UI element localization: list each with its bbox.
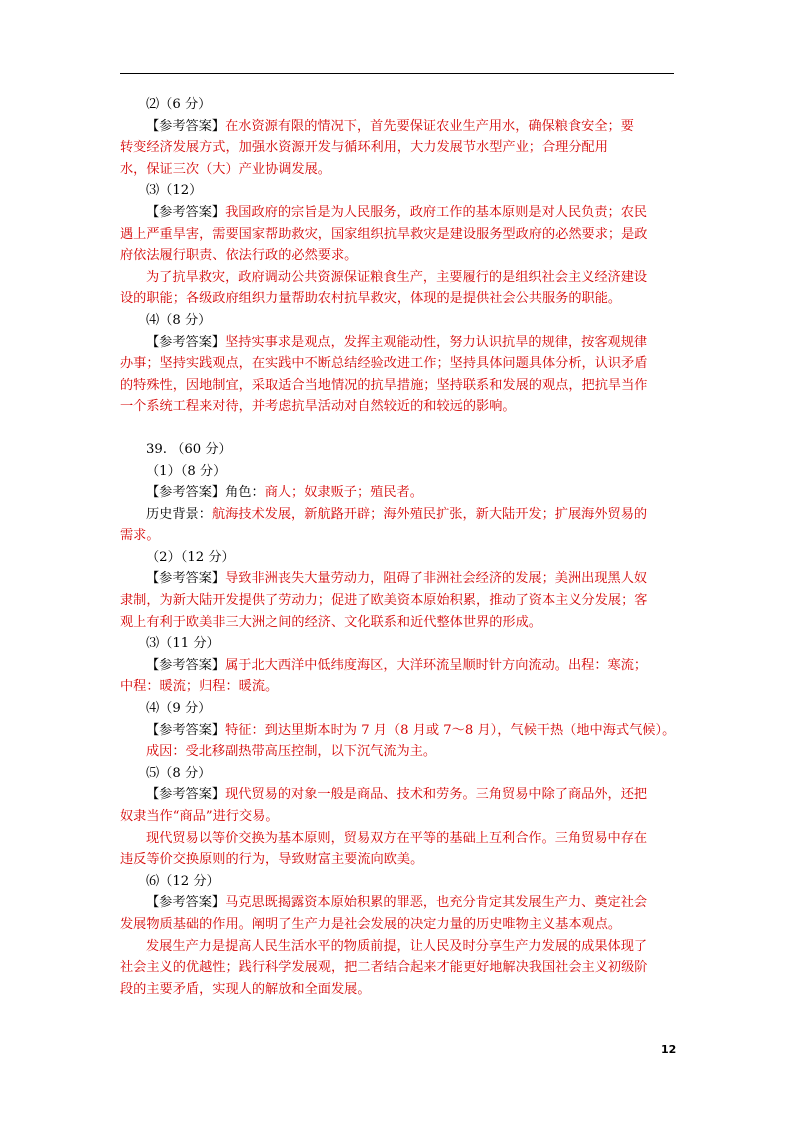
- q39-3-label: ⑶（11 分）: [146, 636, 220, 652]
- q39-2-answer-line: 观上有利于欧美非三大洲之间的经济、文化联系和近代整体世界的形成。: [120, 614, 542, 630]
- q39-4-answer-line: 【参考答案】特征：到达里斯本时为 7 月（8 月或 7～8 月），气候干热（地中海式气候）。: [146, 722, 676, 738]
- answer-tag: 【参考答案】: [146, 485, 226, 501]
- q39-5-answer-line: 奴隶当作“商品”进行交易。: [120, 809, 279, 824]
- q38-3-answer-line: 设的职能；各级政府组织力量帮助农村抗旱救灾，体现的是提供社会公共服务的职能。: [120, 291, 622, 307]
- q39-5-answer-line: 【参考答案】现代贸易的对象一般是商品、技术和劳务。三角贸易中除了商品外，还把: [146, 787, 648, 803]
- q38-2-answer-line: 【参考答案】在水资源有限的情况下，首先要保证农业生产用水，确保粮食安全；要: [146, 118, 634, 134]
- q39-1-label: （1）（8 分）: [146, 463, 227, 479]
- answer-tag: 【参考答案】: [146, 571, 226, 587]
- q39-heading: 39. （60 分）: [146, 441, 232, 457]
- header-rule: [120, 73, 674, 74]
- page-number: 12: [661, 1043, 677, 1056]
- q38-3-answer-line: 为了抗旱救灾，政府调动公共资源保证粮食生产，主要履行的是组织社会主义经济建设: [146, 269, 648, 285]
- q39-6-answer-line: 发展生产力是提高人民生活水平的物质前提，让人民及时分享生产力发展的成果体现了: [146, 938, 648, 954]
- q39-6-answer-line: 【参考答案】马克思既揭露资本原始积累的罪恶，也充分肯定其发展生产力、奠定社会: [146, 895, 648, 911]
- q39-2-label: （2）（12 分）: [146, 549, 235, 565]
- q39-6-label: ⑹（12 分）: [146, 873, 220, 889]
- answer-content: [120, 94, 674, 1000]
- q38-4-answer-line: 一个系统工程来对待，并考虑抗旱活动对自然较近的和较远的影响。: [120, 399, 516, 415]
- answer-tag: 【参考答案】: [146, 787, 226, 803]
- answer-tag: 【参考答案】: [146, 657, 226, 673]
- answer-tag: 【参考答案】: [146, 204, 226, 220]
- q39-1-answer-line: 需求。: [120, 528, 160, 544]
- q39-6-answer-line: 社会主义的优越性；践行科学发展观，把二者结合起来才能更好地解决我国社会主义初级阶: [120, 960, 648, 976]
- q38-2-answer-line: 水，保证三次（大）产业协调发展。: [120, 161, 331, 177]
- q38-3-answer-line: 【参考答案】我国政府的宗旨是为人民服务，政府工作的基本原则是对人民负责；农民: [146, 204, 648, 220]
- q38-4-label: ⑷（8 分）: [146, 312, 212, 328]
- q39-5-answer-line: 违反等价交换原则的行为，导致财富主要流向欧美。: [120, 852, 424, 868]
- q39-3-answer-line: 中程：暖流；归程：暖流。: [120, 679, 279, 695]
- answer-tag: 【参考答案】: [146, 334, 226, 350]
- q39-1-answer-line: 历史背景：航海技术发展，新航路开辟；海外殖民扩张，新大陆开发；扩展海外贸易的: [146, 506, 648, 522]
- q39-6-answer-line: 段的主要矛盾，实现人的解放和全面发展。: [120, 981, 371, 997]
- answer-tag: 【参考答案】: [146, 895, 226, 911]
- q39-4-answer-line: 成因：受北移副热带高压控制，以下沉气流为主。: [146, 744, 437, 760]
- q38-3-answer-line: 遇上严重旱害，需要国家帮助救灾，国家组织抗旱救灾是建设服务型政府的必然要求；是政: [120, 226, 648, 242]
- q39-6-answer-line: 发展物质基础的作用。阐明了生产力是社会发展的决定力量的历史唯物主义基本观点。: [120, 916, 622, 932]
- q38-4-answer-line: 的特殊性，因地制宜，采取适合当地情况的抗旱措施；坚持联系和发展的观点，把抗旱当作: [120, 377, 648, 393]
- q39-4-label: ⑷（9 分）: [146, 701, 212, 717]
- q39-5-label: ⑸（8 分）: [146, 765, 212, 781]
- q38-4-answer-line: 【参考答案】坚持实事求是观点，发挥主观能动性，努力认识抗旱的规律，按客观规律: [146, 334, 648, 350]
- q39-1-answer-line: 【参考答案】角色：商人；奴隶贩子；殖民者。: [146, 485, 423, 501]
- q38-4-answer-line: 办事；坚持实践观点，在实践中不断总结经验改进工作；坚持具体问题具体分析，认识矛盾: [120, 356, 648, 372]
- q39-2-answer-line: 【参考答案】导致非洲丧失大量劳动力，阻碍了非洲社会经济的发展；美洲出现黑人奴: [146, 571, 648, 587]
- q39-3-answer-line: 【参考答案】属于北大西洋中低纬度海区，大洋环流呈顺时针方向流动。出程：寒流；: [146, 657, 648, 673]
- q38-2-answer-line: 转变经济发展方式，加强水资源开发与循环利用，大力发展节水型产业；合理分配用: [120, 140, 608, 156]
- answer-tag: 【参考答案】: [146, 118, 226, 134]
- answer-tag: 【参考答案】: [146, 722, 226, 738]
- q39-5-answer-line: 现代贸易以等价交换为基本原则，贸易双方在平等的基础上互利合作。三角贸易中存在: [146, 830, 648, 846]
- q39-2-answer-line: 隶制，为新大陆开发提供了劳动力；促进了欧美资本原始积累，推动了资本主义分发展；客: [120, 593, 648, 609]
- q38-3-label: ⑶（12）: [146, 183, 203, 199]
- q38-2-label: ⑵（6 分）: [146, 97, 212, 112]
- q38-3-answer-line: 府依法履行职责、依法行政的必然要求。: [120, 248, 358, 264]
